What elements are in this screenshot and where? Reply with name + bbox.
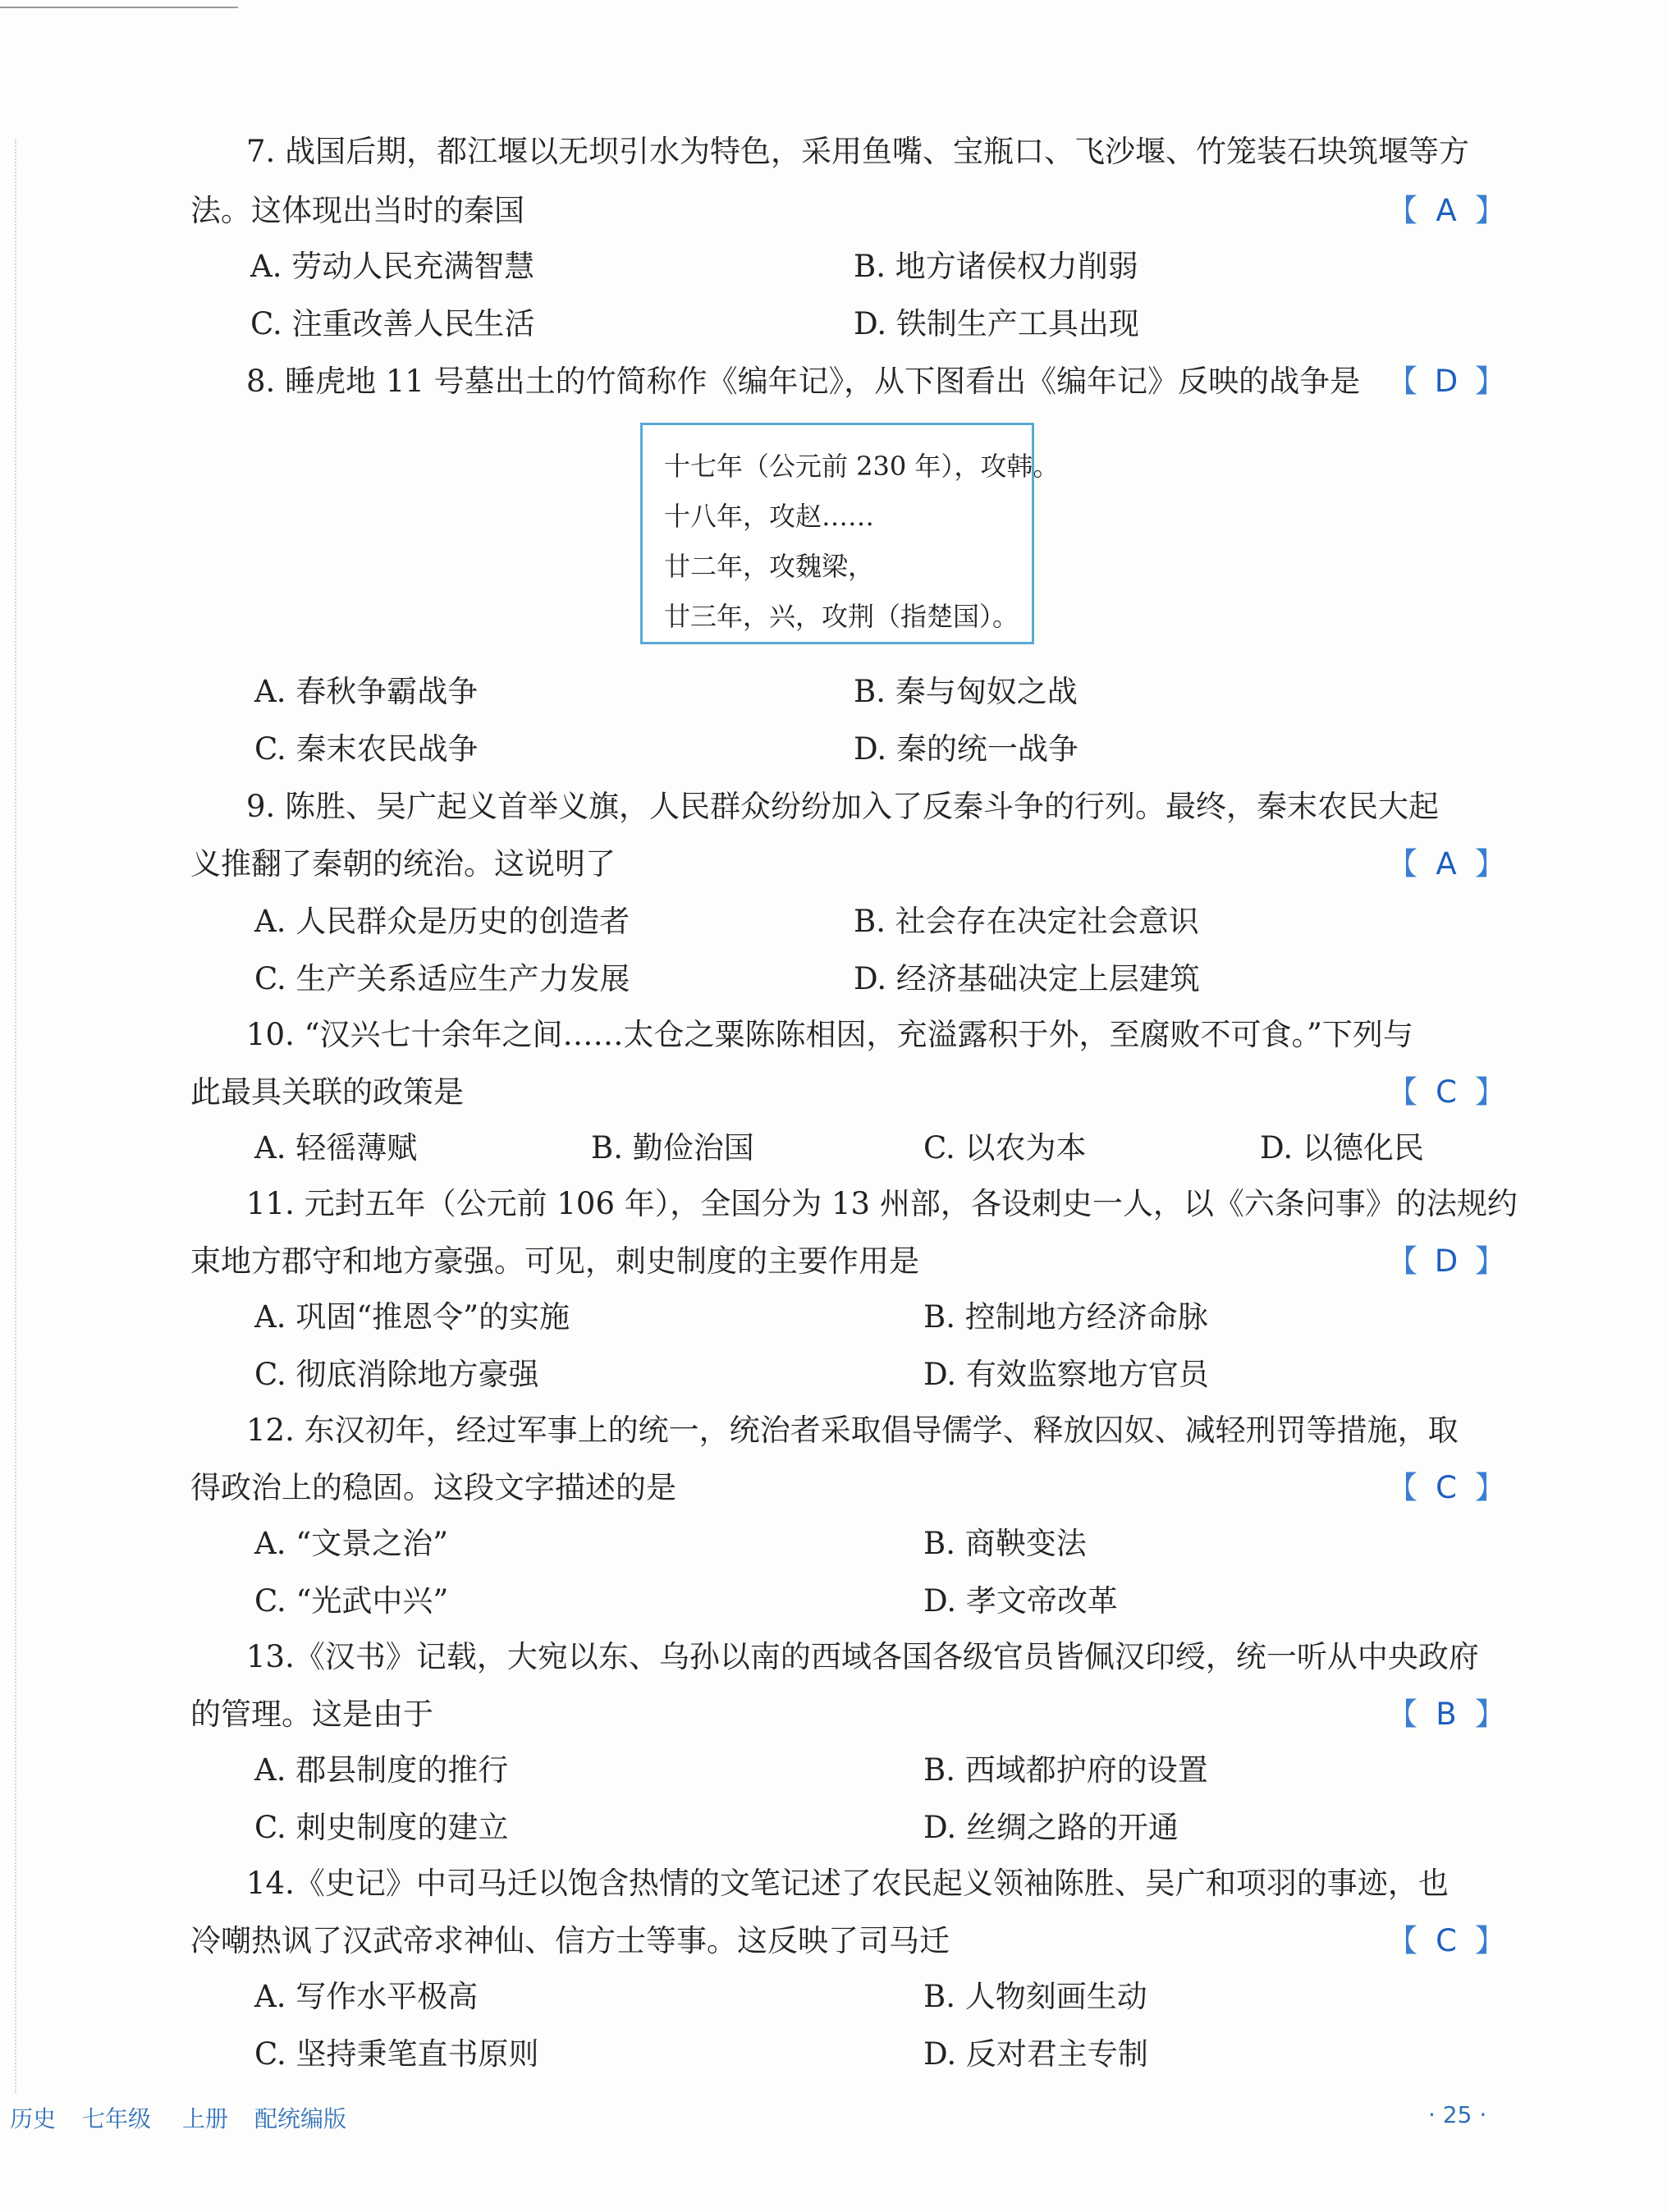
question-11-option-b: B. 控制地方经济命脉 [923,1299,1208,1335]
question-9-option-a: A. 人民群众是历史的创造者 [254,904,630,939]
question-8-option-a: A. 春秋争霸战争 [254,674,479,709]
question-8-answer: 【 D 】 [1387,364,1505,399]
question-8-option-d: D. 秦的统一战争 [854,731,1079,767]
source-line: 廿二年，攻魏梁， [664,551,875,582]
question-14-line2: 冷嘲热讽了汉武帝求神仙、信方士等事。这反映了司马迁 [190,1923,950,1958]
footer-edition: 配统编版 [254,2105,347,2132]
question-12-option-b: B. 商鞅变法 [923,1526,1087,1561]
question-13-option-c: C. 刺史制度的建立 [254,1810,509,1845]
question-10-option-c: C. 以农为本 [923,1130,1087,1166]
question-11-line2: 束地方郡守和地方豪强。可见，刺史制度的主要作用是 [190,1243,919,1279]
page-number: · 25 · [1428,2101,1487,2128]
question-7-line2: 法。这体现出当时的秦国 [190,193,524,228]
question-13-line1: 13.《汉书》记载，大宛以东、乌孙以南的西域各国各级官员皆佩汉印绶，统一听从中央政府 [246,1639,1479,1674]
question-9-line1: 9. 陈胜、吴广起义首举义旗，人民群众纷纷加入了反秦斗争的行列。最终，秦末农民大起 [246,789,1440,824]
question-8-option-c: C. 秦末农民战争 [254,731,479,767]
source-line: 十八年，攻赵…… [664,501,875,532]
question-7-option-d: D. 铁制生产工具出现 [854,306,1139,341]
question-10-option-b: B. 勤俭治国 [591,1130,754,1166]
question-8-option-b: B. 秦与匈奴之战 [854,674,1078,709]
question-12-option-c: C. “光武中兴” [254,1583,449,1619]
source-line: 廿三年，兴，攻荆（指楚国）。 [664,601,1019,632]
question-11-line1: 11. 元封五年（公元前 106 年），全国分为 13 州部，各设刺史一人，以《六条问事》的法规约 [246,1186,1518,1221]
question-14-option-b: B. 人物刻画生动 [923,1979,1147,2014]
question-13-option-d: D. 丝绸之路的开通 [923,1810,1179,1845]
question-7-option-c: C. 注重改善人民生活 [250,306,535,341]
question-12-line2: 得政治上的稳固。这段文字描述的是 [190,1470,676,1505]
question-8-line1: 8. 睡虎地 11 号墓出土的竹简称作《编年记》，从下图看出《编年记》反映的战争是 [246,364,1361,399]
question-13-line2: 的管理。这是由于 [190,1697,433,1732]
top-rule [0,7,238,8]
question-9-answer: 【 A 】 [1387,846,1505,882]
question-9-option-b: B. 社会存在决定社会意识 [854,904,1199,939]
question-7-answer: 【 A 】 [1387,193,1505,228]
footer-grade: 七年级 [82,2105,152,2132]
question-12-option-a: A. “文景之治” [254,1526,449,1561]
question-9-option-c: C. 生产关系适应生产力发展 [254,961,630,996]
footer-volume: 上册 [182,2105,229,2132]
question-12-answer: 【 C 】 [1387,1470,1505,1505]
question-10-line2: 此最具关联的政策是 [190,1074,464,1110]
question-13-option-b: B. 西域都护府的设置 [923,1752,1208,1788]
question-9-option-d: D. 经济基础决定上层建筑 [854,961,1200,996]
source-excerpt-box [640,423,1060,644]
footer-subject: 历史 [10,2105,57,2132]
question-7-option-b: B. 地方诸侯权力削弱 [854,249,1138,284]
question-13-answer: 【 B 】 [1387,1697,1505,1732]
question-11-option-a: A. 巩固“推恩令”的实施 [254,1299,570,1335]
question-14-option-c: C. 坚持秉笔直书原则 [254,2036,539,2072]
question-11-option-d: D. 有效监察地方官员 [923,1357,1209,1392]
question-10-line1: 10. “汉兴七十余年之间……太仓之粟陈陈相因，充溢露积于外，至腐败不可食。”下列与 [246,1017,1413,1052]
question-14-option-d: D. 反对君主专制 [923,2036,1148,2072]
question-13-option-a: A. 郡县制度的推行 [254,1752,509,1788]
question-7-line1: 7. 战国后期，都江堰以无坝引水为特色，采用鱼嘴、宝瓶口、飞沙堰、竹笼装石块筑堰等方 [246,134,1470,169]
question-10-answer: 【 C 】 [1387,1074,1505,1110]
question-12-option-d: D. 孝文帝改革 [923,1583,1118,1619]
question-10-option-a: A. 轻徭薄赋 [254,1130,418,1166]
question-12-line1: 12. 东汉初年，经过军事上的统一，统治者采取倡导儒学、释放囚奴、减轻刑罚等措施，取 [246,1413,1459,1448]
source-line: 十七年（公元前 230 年），攻韩。 [664,451,1060,482]
question-11-answer: 【 D 】 [1387,1243,1505,1279]
question-14-answer: 【 C 】 [1387,1923,1505,1958]
question-14-line1: 14.《史记》中司马迁以饱含热情的文笔记述了农民起义领袖陈胜、吴广和项羽的事迹，也 [246,1866,1449,1901]
question-10-option-d: D. 以德化民 [1260,1130,1424,1166]
question-9-line2: 义推翻了秦朝的统治。这说明了 [190,846,616,882]
question-7-option-a: A. 劳动人民充满智慧 [250,249,535,284]
question-11-option-c: C. 彻底消除地方豪强 [254,1357,539,1392]
question-14-option-a: A. 写作水平极高 [254,1979,479,2014]
margin-dotted-line [15,140,16,2093]
